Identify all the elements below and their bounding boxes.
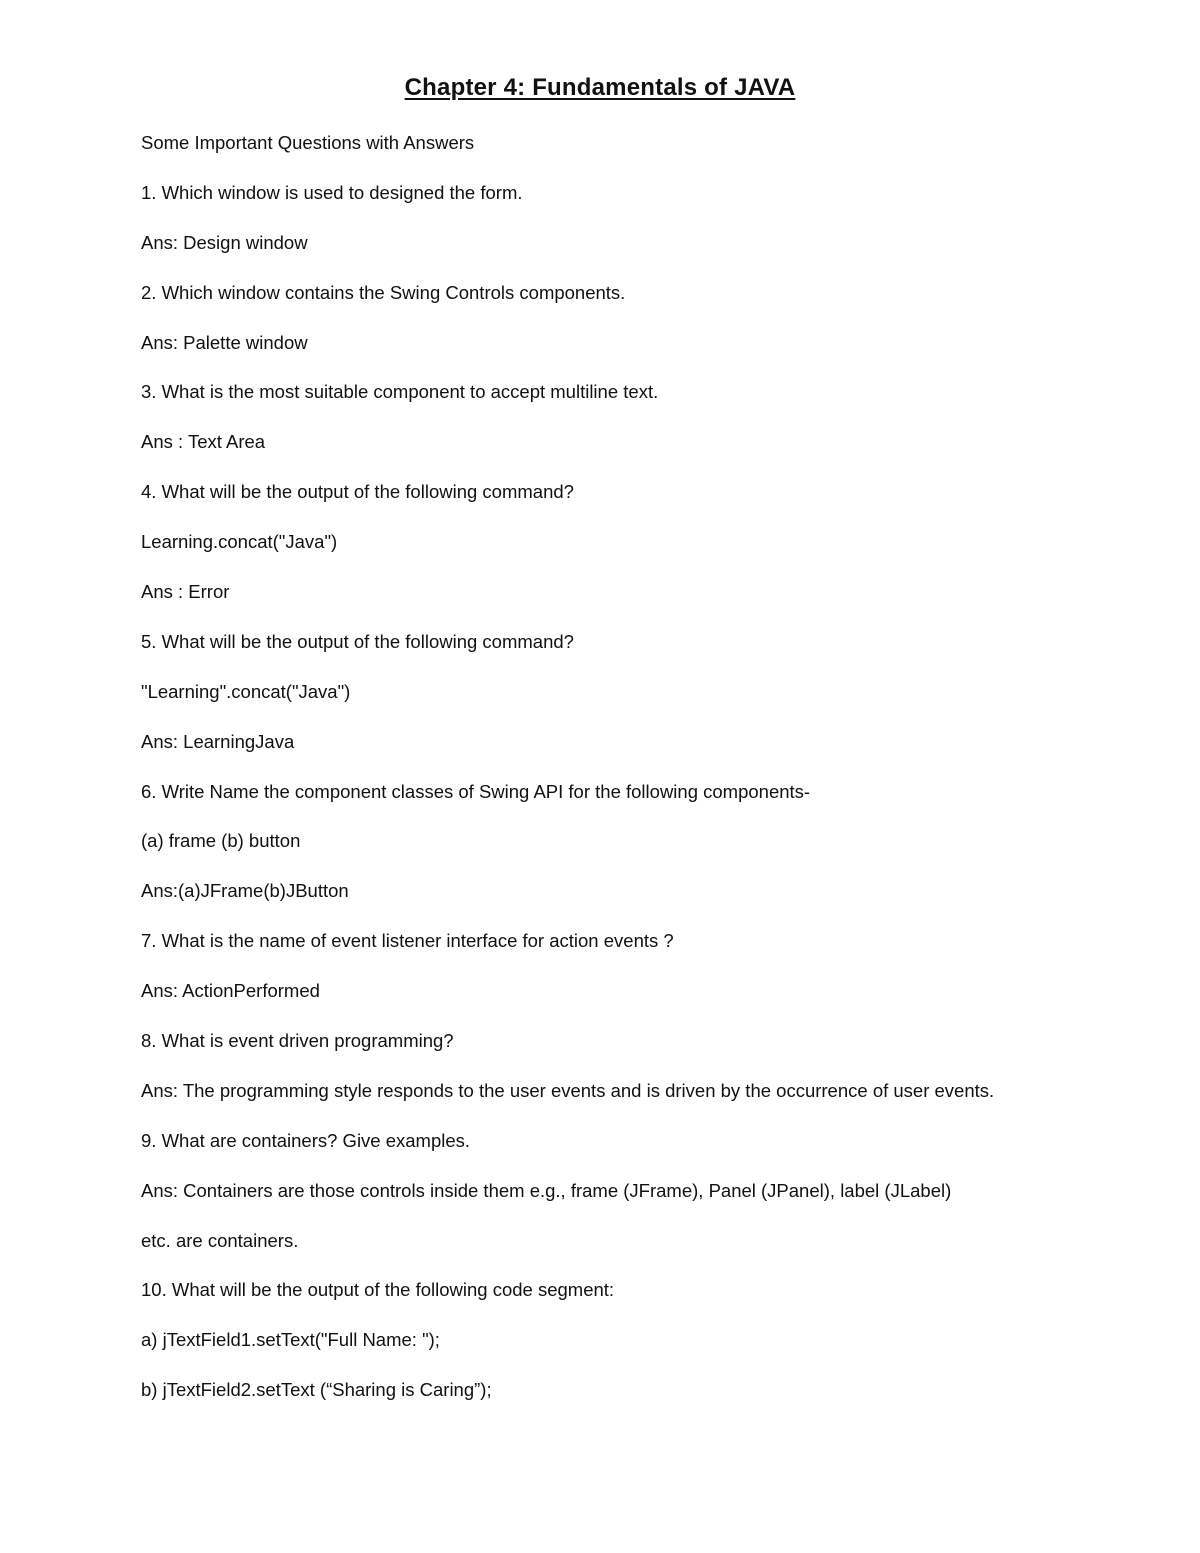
- question-6-options: (a) frame (b) button: [141, 830, 301, 852]
- question-1: 1. Which window is used to designed the form.: [141, 181, 523, 203]
- answer-9: Ans: Containers are those controls inside them e.g., frame (JFrame), Panel (JPanel), label (JLabel): [141, 1179, 952, 1201]
- answer-5: Ans: LearningJava: [141, 730, 295, 752]
- question-4: 4. What will be the output of the following command?: [141, 481, 574, 503]
- question-5: 5. What will be the output of the following command?: [141, 630, 574, 652]
- question-6: 6. Write Name the component classes of Swing API for the following components-: [141, 780, 811, 802]
- answer-9-continued: etc. are containers.: [141, 1229, 299, 1251]
- answer-8: Ans: The programming style responds to the user events and is driven by the occurrence of user events.: [141, 1079, 995, 1101]
- answer-2: Ans: Palette window: [141, 331, 308, 353]
- question-10-code-a: a) jTextField1.setText("Full Name: ");: [141, 1329, 440, 1351]
- answer-3: Ans : Text Area: [141, 431, 266, 453]
- question-9: 9. What are containers? Give examples.: [141, 1129, 471, 1151]
- question-2: 2. Which window contains the Swing Controls components.: [141, 281, 626, 303]
- document-title: Chapter 4: Fundamentals of JAVA: [404, 74, 796, 101]
- question-list: [141, 130, 1161, 1427]
- question-10: 10. What will be the output of the following code segment:: [141, 1279, 615, 1301]
- question-7: 7. What is the name of event listener interface for action events ?: [141, 930, 674, 952]
- answer-7: Ans: ActionPerformed: [141, 980, 320, 1002]
- question-8: 8. What is event driven programming?: [141, 1030, 454, 1052]
- question-5-code: "Learning".concat("Java"): [141, 680, 351, 702]
- answer-1: Ans: Design window: [141, 231, 308, 253]
- question-10-code-b: b) jTextField2.setText (“Sharing is Caring”);: [141, 1379, 492, 1401]
- answer-6: Ans:(a)JFrame(b)JButton: [141, 880, 349, 902]
- question-3: 3. What is the most suitable component to accept multiline text.: [141, 381, 659, 403]
- intro-text: Some Important Questions with Answers: [141, 132, 475, 153]
- question-4-code: Learning.concat("Java"): [141, 531, 338, 553]
- answer-4: Ans : Error: [141, 581, 230, 603]
